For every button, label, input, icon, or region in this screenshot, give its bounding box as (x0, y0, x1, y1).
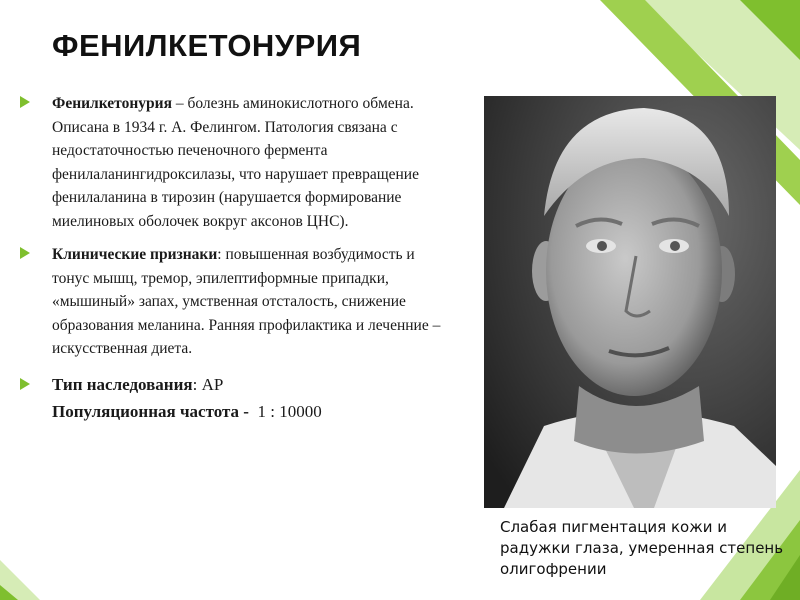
frequency-value: 1 : 10000 (248, 401, 322, 421)
photo-caption: Слабая пигментация кожи и радужки глаза, умеренная степень олигофрении (500, 518, 784, 578)
frequency-label: Популяционная частота - (52, 401, 249, 421)
portrait-image (484, 96, 776, 508)
inheritance-label: Тип наследования (52, 374, 193, 394)
triangle-bullet-icon (20, 96, 30, 108)
patient-photo (484, 96, 776, 508)
bullet-list (18, 92, 448, 435)
clinical-term: Клинические признаки (52, 246, 218, 263)
clinical-text: : повышенная возбудимость и тонус мышц, тремор, эпилептиформные припадки, «мышиный» запах, умственная отсталость, снижение образования меланина. Ранняя профилактика и леченние – искусственная диета. (52, 246, 441, 357)
slide-title: ФЕНИЛКЕТОНУРИЯ (52, 28, 362, 63)
definition-text: – болезнь аминокислотного обмена. Описана в 1934 г. А. Фелингом. Патология связана с недостаточностью печеночного фермента фенилаланингидроксилазы, что нарушает превращение фенилаланина в тирозин (нарушается формирование миелиновых оболочек вокруг аксонов ЦНС). (52, 95, 419, 230)
definition-term: Фенилкетонурия (52, 95, 172, 112)
inheritance-value: : АР (192, 374, 224, 394)
bullet-definition (18, 92, 448, 233)
bullet-inheritance (18, 371, 448, 425)
bullet-clinical-signs (18, 243, 448, 361)
triangle-bullet-icon (20, 247, 30, 259)
triangle-bullet-icon (20, 378, 30, 390)
